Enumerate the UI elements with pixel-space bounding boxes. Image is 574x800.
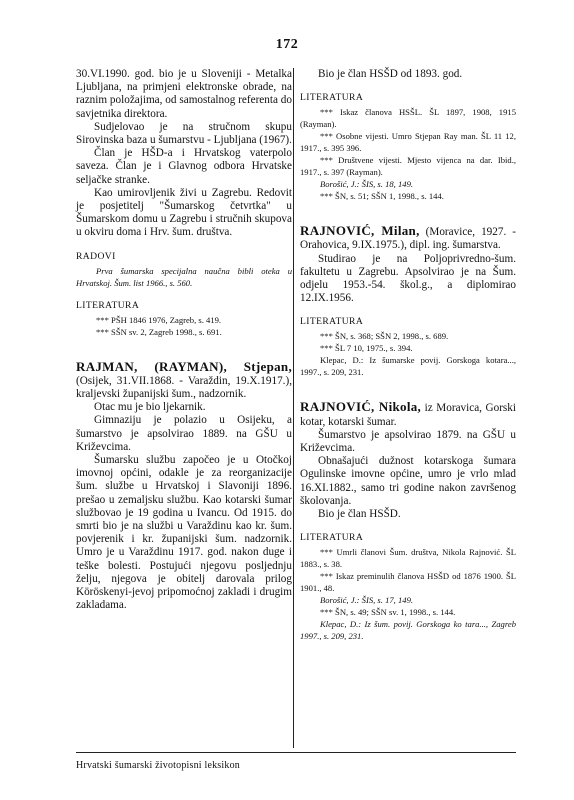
literature-item: *** SŠN sv. 2, Zagreb 1998., s. 691.: [96, 326, 222, 337]
body-paragraph: Gimnaziju je polazio u Osijeku, a šumarstvo je apsolvirao 1889. na GŠU u Križevcima.: [76, 414, 292, 453]
literature-item: *** ŠN, s. 368; SŠN 2, 1998., s. 689.: [320, 331, 449, 342]
section-label-literatura: LITERATURA: [300, 92, 364, 104]
entry-name: RAJNOVIĆ, Milan,: [300, 223, 420, 239]
right-column: [300, 68, 516, 642]
literature-item: Klepac, D.: Iz šumarske povij. Gorskoga kotara..., 1997., s. 209, 231.: [300, 355, 516, 378]
footer-divider: [76, 752, 516, 753]
body-paragraph: 30.VI.1990. god. bio je u Sloveniji - Metalka Ljubljana, na primjeni elektronske obrade, na raznim položajima, od samostalnog referenta do savjetnika direktora.: [76, 68, 292, 120]
literature-item: *** ŠN, s. 49; SŠN sv. 1, 1998., s. 144.: [320, 607, 456, 618]
literature-item: *** PŠH 1846 1976, Zagreb, s. 419.: [96, 314, 222, 325]
body-paragraph: Član je HŠD-a i Hrvatskog vaterpolo saveza. Član je i Glavnog odbora Hrvatske seljačke stranke.: [76, 147, 292, 186]
body-paragraph: Obnašajući dužnost kotarskoga šumara Ogulinske imovne općine, umro je vrlo mlad 16.XI.1882., samo tri godine nakon završenog školovanja.: [300, 455, 516, 507]
body-paragraph: Kao umirovljenik živi u Zagrebu. Redovit je posjetitelj "Šumarskog četvrtka" u Šumarskom domu u Zagrebu i stručnih skupova u okviru doma i Hrv. šum. društva.: [76, 186, 292, 239]
body-paragraph: Bio je član HSŠD.: [318, 508, 401, 521]
work-reference: Prva šumarska specijalna naučna bibli oteka u Hrvatskoj. Šum. list 1966., s. 560.: [76, 265, 292, 288]
body-paragraph: Studirao je na Poljoprivredno-šum. fakultetu u Zagrebu. Apsolvirao je na Šum. odjelu 1953.-54. škol.g., a diplomirao 12.IX.1956.: [300, 252, 516, 305]
column-divider: [293, 68, 294, 748]
body-paragraph: Otac mu je bio ljekarnik.: [94, 401, 206, 414]
body-paragraph: Šumarstvo je apsolvirao 1879. na GŠU u Križevcima.: [300, 428, 516, 455]
body-paragraph: Bio je član HSŠD od 1893. god.: [318, 68, 463, 80]
body-paragraph: Sudjelovao je na stručnom skupu Sirovinska baza u šumarstvu - Ljubljana (1967).: [76, 120, 292, 147]
literature-item: *** Umrli članovi Šum. društva, Nikola Rajnović. ŠL 1883., s. 38.: [300, 547, 516, 570]
page-number: 172: [275, 37, 299, 52]
literature-item: *** Iskaz preminulih članova HSŠD od 1876 1900. ŠL 1901., 48.: [300, 571, 516, 594]
section-label-literatura: LITERATURA: [76, 299, 140, 311]
entry-details: (Moravice, 1927. - Orahovica, 9.IX.1975.), dipl. ing. šumarstva.: [300, 226, 516, 252]
literature-item: *** Društvene vijesti. Mjesto vijenca na dar. Ibid., 1917., s. 397 (Rayman).: [300, 155, 516, 178]
literature-item: *** Iskaz članova HSŠL. ŠL 1897, 1908, 1915 (Rayman).: [300, 107, 516, 130]
entry-name: RAJNOVIĆ, Nikola,: [300, 399, 422, 415]
entry-heading-rajman: [76, 360, 292, 402]
literature-item: *** Osobne vijesti. Umro Stjepan Ray man. ŠL 11 12, 1917., s. 395 396.: [300, 131, 516, 154]
entry-name: RAJMAN, (RAYMAN), Stjepan,: [76, 358, 292, 374]
entry-heading-nikola: [300, 400, 516, 428]
entry-details: iz Moravica, Gorski kotar, kotarski šumar.: [300, 402, 516, 428]
entry-heading-milan: [300, 224, 516, 252]
literature-item: Borošić, J.: ŠIS, s. 18, 149.: [320, 179, 414, 190]
left-column: [76, 68, 292, 613]
section-label-literatura: LITERATURA: [300, 316, 364, 328]
running-footer: Hrvatski šumarski životopisni leksikon: [76, 760, 240, 771]
literature-item: *** ŠN, s. 51; SŠN 1, 1998., s. 144.: [320, 191, 444, 202]
literature-item: Borošić, J.: ŠIS, s. 17, 149.: [320, 595, 414, 606]
section-label-radovi: RADOVI: [76, 250, 116, 262]
body-paragraph: Šumarsku službu započeo je u Otočkoj imovnoj općini, odakle je za reorganizacije šum. službe u Hrvatskoj i Slavoniji 1896. prešao u zemaljsku službu. Kao kotarski šumar službovao je 19 godina u Ivancu. Od 1915. do smrti bio je na službi u Varaždinu kao kr. šum. povjerenik i kr. županijski šum. nadzornik. Umro je u Varaždinu 1917. god. nakon duge i teške bolesti. Postujući njegovu posljednju želju, njegova je obitelj darovala prilog Köröskenyi-jevoj pripomoćnoj zakladi i drugim zakladama.: [76, 454, 292, 612]
entry-details: (Osijek, 31.VII.1868. - Varaždin, 19.X.1917.), kraljevski županijski šum., nadzornik.: [76, 374, 292, 401]
literature-item: *** ŠL 7 10, 1975., s. 394.: [320, 343, 413, 354]
literature-item: Klepac, D.: Iz šum. povij. Gorskoga ko tara..., Zagreb 1997., s. 209, 231.: [300, 619, 516, 642]
section-label-literatura: LITERATURA: [300, 532, 364, 544]
